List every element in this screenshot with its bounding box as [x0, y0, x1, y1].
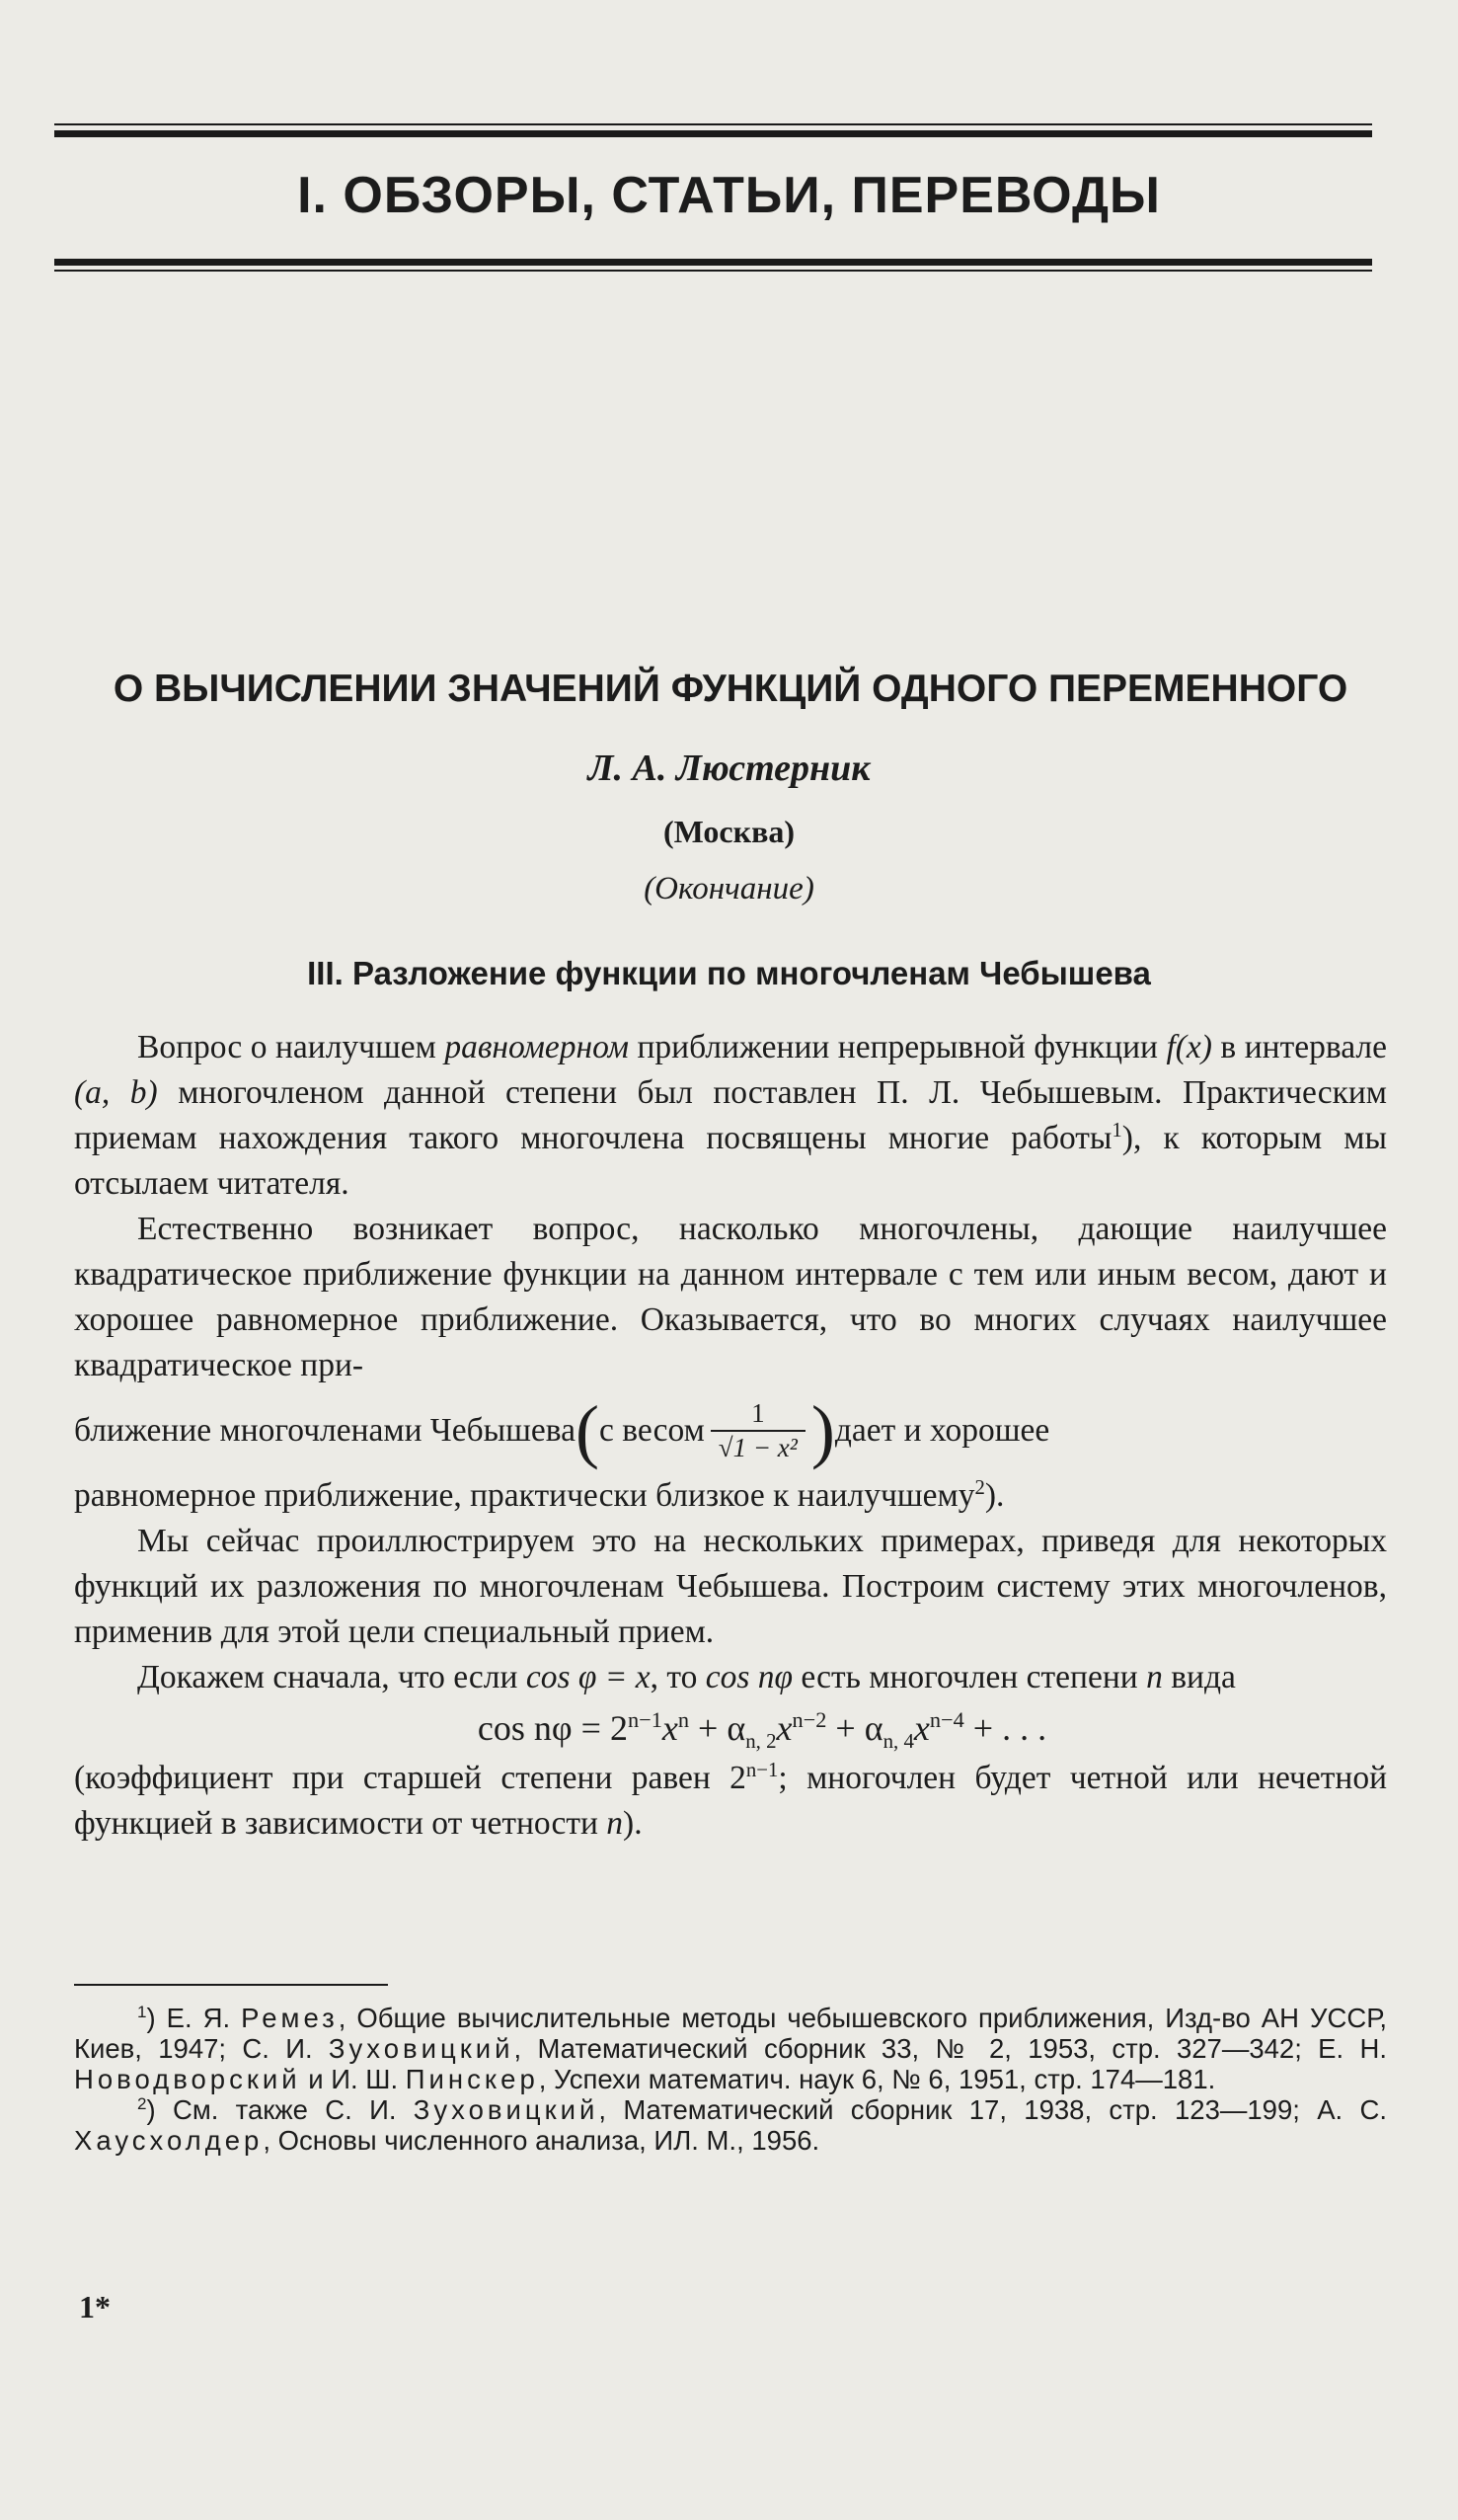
bottom-rule-thin [54, 270, 1372, 272]
subsection-title: III. Разложение функции по многочленам Чебышева [307, 955, 1151, 991]
p1-interval: (a, b) [74, 1074, 158, 1111]
left-paren: ( [576, 1391, 600, 1470]
signature-mark: 1* [79, 2289, 111, 2324]
formula-tail: + . . . [963, 1708, 1047, 1748]
footnote-1-mark: 1 [137, 2002, 147, 2021]
formula-sub-1: n, 2 [745, 1729, 777, 1754]
p4-text-2: , то [650, 1659, 706, 1695]
footnote-ref-2: 2 [974, 1475, 985, 1499]
p4-text-4: вида [1162, 1659, 1236, 1695]
fn2-text-1: См. также С. И. [172, 2094, 414, 2125]
bottom-rule-thick [54, 259, 1372, 266]
p2-text-2: ближение многочленами Чебышева [74, 1412, 576, 1449]
fraction-numerator: 1 [751, 1398, 765, 1428]
p2-text-5: ). [984, 1477, 1005, 1514]
fn1-text-2: , Математический сборник 33, № 2, 1953, стр. 327—342; Е. Н. [513, 2033, 1387, 2064]
p4-text-1: Докажем сначала, что если [137, 1659, 526, 1695]
p2-text-1: Естественно возникает вопрос, насколько многочлены, дающие наилучшее квадратическое приближение функции на данном интервале с тем или иным весом, дают и хорошее равномерное приближение. Оказывается, что во многих случаях наилучшее квадратическое при- [74, 1211, 1387, 1383]
p4-equation-2: cos nφ [705, 1659, 794, 1695]
article-body [74, 1025, 1387, 1847]
fn1-author-3: Новодворский [74, 2064, 301, 2094]
fraction-denominator: √1 − x² [711, 1430, 806, 1461]
formula-exp-2: n [677, 1707, 690, 1732]
section-title: I. ОБЗОРЫ, СТАТЬИ, ПЕРЕВОДЫ [297, 167, 1161, 224]
p1-text-4: многочленом данной степени был поставлен П. Л. Чебышевым. Практическим приемам нахождения такого многочлена посвящены многие работы [74, 1074, 1388, 1156]
display-formula [74, 1700, 1387, 1756]
fn1-author-4: Пинскер [405, 2064, 539, 2094]
right-paren: ) [810, 1391, 835, 1470]
p5-text-2: ; многочлен будет четной или нечетной функцией в зависимости от четности [74, 1760, 1387, 1842]
formula-term-3: + α [826, 1708, 883, 1748]
author-city: (Москва) [662, 814, 795, 849]
weight-fraction [711, 1400, 806, 1461]
p5-text-3: ). [623, 1805, 643, 1842]
formula-x-2: x [776, 1708, 793, 1748]
p1-text-1: Вопрос о наилучшем [137, 1029, 445, 1065]
p2-text-4: равномерное приближение, практически близкое к наилучшему [74, 1477, 975, 1514]
fn2-text-3: , Основы численного анализа, ИЛ. М., 1956. [263, 2125, 820, 2156]
fn1-text-3: и И. Ш. [300, 2064, 406, 2094]
p2-weight-word: с весом [599, 1412, 705, 1449]
footnote-2-mark: 2 [137, 2093, 147, 2113]
author-name: Л. А. Люстерник [587, 748, 871, 789]
paragraph-2 [74, 1207, 1387, 1388]
fn2-text-2: , Математический сборник 17, 1938, стр. 123—199; А. С. [598, 2094, 1387, 2125]
formula-term-2: + α [689, 1708, 746, 1748]
formula-x-3: x [913, 1708, 930, 1748]
fn2-author-1: Зуховицкий [413, 2094, 599, 2125]
p5-text-1: (коэффициент при старшей степени равен 2 [74, 1760, 746, 1796]
fn2-author-2: Хаусхолдер [74, 2125, 264, 2156]
formula-exp-4: n−4 [929, 1707, 964, 1732]
paragraph-2-end [74, 1473, 1387, 1519]
paragraph-4 [74, 1655, 1387, 1700]
p1-emphasis: равномерном [444, 1029, 629, 1065]
continuation-note: (Окончание) [644, 871, 814, 906]
top-rule-thick [54, 130, 1372, 137]
footnotes [74, 2003, 1387, 2156]
p1-text-2: приближении непрерывной функции [628, 1029, 1167, 1065]
footnote-1: $^1$) Е. Я. Ремез, Общие вычислительные методы чебышевского приближения, Изд-во АН УССР, Киев, 1947; С. И. Зуховицкий, Математический сборник 33, № 2, 1953, стр. 327—342; Е. Н. Новодворский и И. Ш. Пинскер, Успехи математич. наук 6, № 6, 1951, стр. 174—181. [74, 2002, 1387, 2094]
paragraph-3: Мы сейчас проиллюстрируем это на нескольких примерах, приведя для некоторых функций их разложения по многочленам Чебышева. Построим систему этих многочленов, применив для этой цели специальный прием. [74, 1523, 1387, 1650]
formula-exp-3: n−2 [792, 1707, 827, 1732]
footnote-ref-1: 1 [1112, 1118, 1122, 1142]
footnote-separator [74, 1984, 388, 1986]
top-rule-thin [54, 123, 1372, 125]
p2-text-3: дает и хорошее [834, 1412, 1050, 1449]
p1-function: f(x) [1166, 1029, 1212, 1065]
p4-equation-1: cos φ = x [525, 1659, 651, 1695]
p2-weight-line [74, 1388, 1387, 1473]
fn1-text-4: , Успехи математич. наук 6, № 6, 1951, стр. 174—181. [538, 2064, 1216, 2094]
paragraph-1 [74, 1025, 1387, 1207]
fn1-author-initials: Е. Я. [166, 2003, 242, 2033]
p1-text-3: в интервале [1211, 1029, 1387, 1065]
formula-lhs: cos nφ = 2 [477, 1708, 628, 1748]
p4-text-3: есть многочлен степени [793, 1659, 1147, 1695]
p5-exponent: n−1 [745, 1758, 779, 1781]
article-title: О ВЫЧИСЛЕНИИ ЗНАЧЕНИЙ ФУНКЦИЙ ОДНОГО ПЕРЕМЕННОГО [113, 668, 1348, 710]
p5-variable-n: n [606, 1805, 624, 1842]
p1-text-5: ), к которым мы отсылаем читателя. [74, 1120, 1387, 1202]
formula-exp-1: n−1 [627, 1707, 662, 1732]
fn1-text-1: , Общие вычислительные методы чебышевского приближения, Изд-во АН УССР, Киев, 1947; С. И. [74, 2003, 1387, 2064]
formula-x-1: x [661, 1708, 678, 1748]
fn1-author-2: Зуховицкий [328, 2033, 514, 2064]
paragraph-5 [74, 1756, 1387, 1847]
footnote-2: $^2$) См. также С. И. Зуховицкий, Математический сборник 17, 1938, стр. 123—199; А. С. Хаусхолдер, Основы численного анализа, ИЛ. М., 1956. [74, 2093, 1387, 2156]
fn1-author-1: Ремез [241, 2003, 339, 2033]
p4-variable-n: n [1146, 1659, 1163, 1695]
formula-sub-2: n, 4 [882, 1729, 914, 1754]
